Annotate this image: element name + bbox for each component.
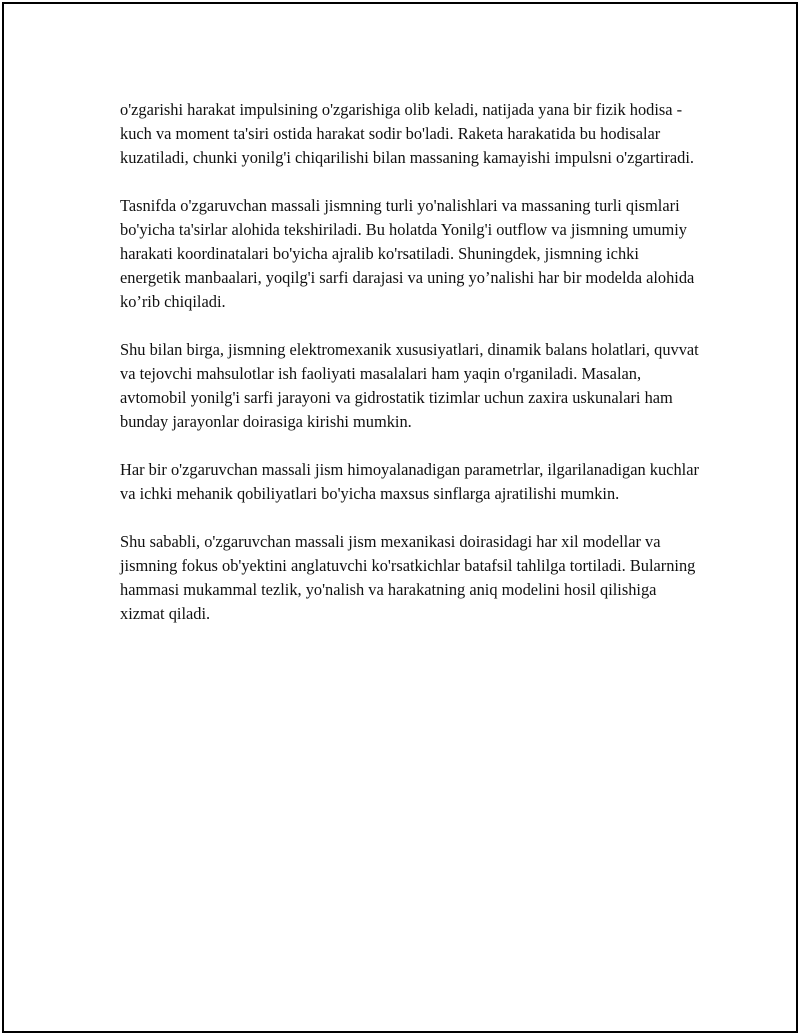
paragraph-1: o'zgarishi harakat impulsining o'zgarishiga olib keladi, natijada yana bir fizik hodisa - kuch va moment ta'siri ostida harakat sodir bo'ladi. Raketa harakatida bu hodisalar kuzatiladi, chunki yonilg'i chiqarilishi bilan massaning kamayishi impulsni o'zgartiradi. [120, 100, 695, 167]
paragraph-2: Tasnifda o'zgaruvchan massali jismning turli yo'nalishlari va massaning turli qismlari bo'yicha ta'sirlar alohida tekshiriladi. Bu holatda Yonilg'i outflow va jismning umumiy harakati koordinatalari bo'yicha ajralib ko'rsatiladi. Shuningdek, jismning ichki energetik manbaalari, yoqilg'i sarfi darajasi va uning yo’nalishi har bir modelda alohida ko’rib chiqiladi. [120, 196, 695, 311]
paragraph-4: Har bir o'zgaruvchan massali jism himoyalanadigan parametrlar, ilgarilanadigan kuchlar va ichki mehanik qobiliyatlari bo'yicha maxsus sinflarga ajratilishi mumkin. [120, 460, 699, 503]
paragraph-3: Shu bilan birga, jismning elektromexanik xususiyatlari, dinamik balans holatlari, quvvat va tejovchi mahsulotlar ish faoliyati masalalari ham yaqin o'rganiladi. Masalan, avtomobil yonilg'i sarfi jarayoni va gidrostatik tizimlar uchun zaxira uskunalari ham bunday jarayonlar doirasiga kirishi mumkin. [120, 340, 699, 431]
page-frame [2, 2, 798, 1033]
paragraph-5: Shu sababli, o'zgaruvchan massali jism mexanikasi doirasidagi har xil modellar va jismning fokus ob'yektini anglatuvchi ko'rsatkichlar batafsil tahlilga tortiladi. Bularning hammasi mukammal tezlik, yo'nalish va harakatning aniq modelini hosil qilishiga xizmat qiladi. [120, 532, 696, 623]
page-body [120, 98, 700, 650]
